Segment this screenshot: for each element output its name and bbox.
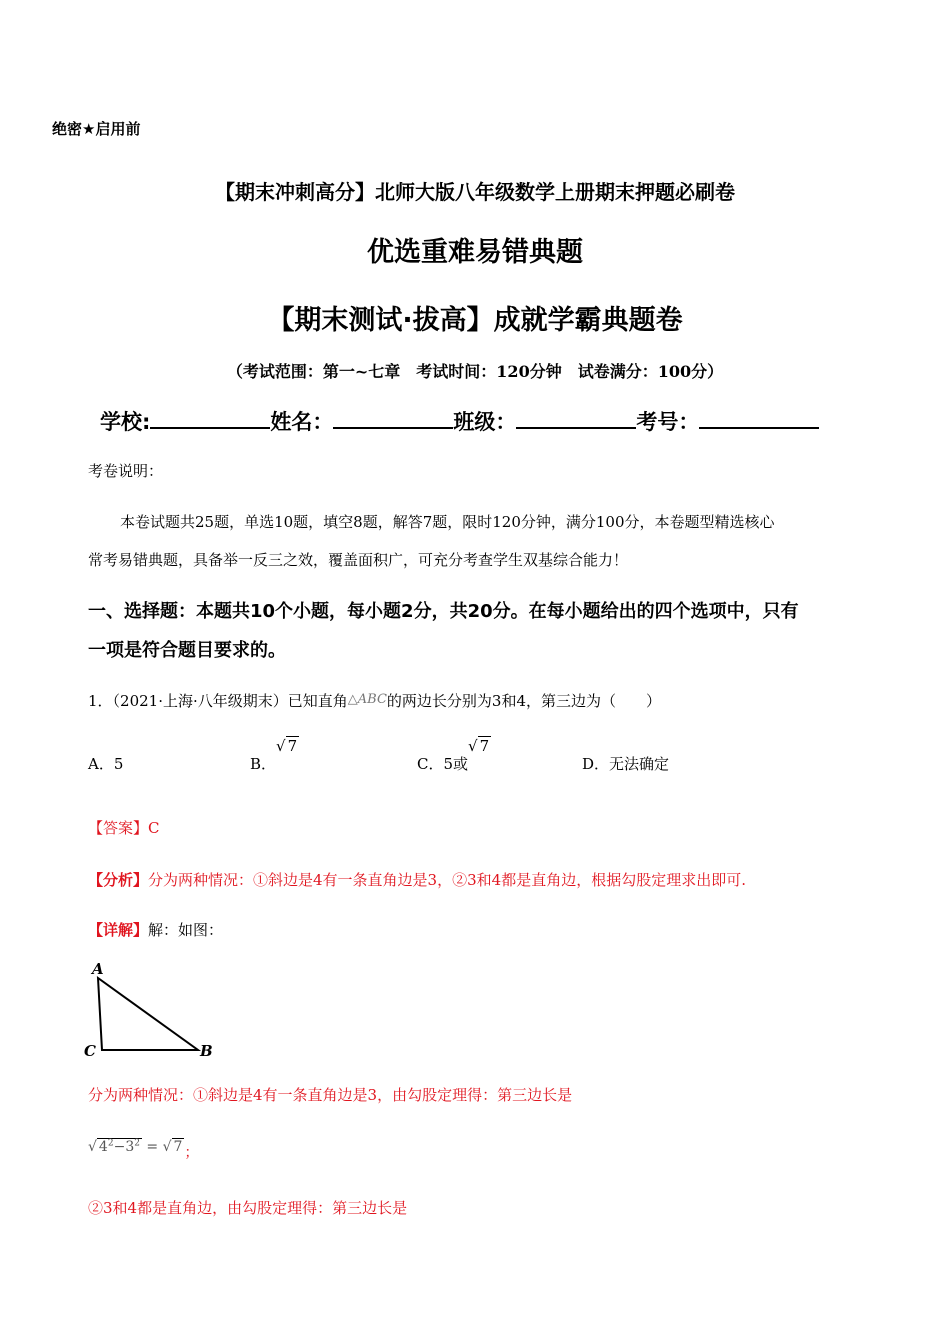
formula-minus: − [113, 1139, 126, 1155]
name-blank[interactable] [333, 405, 453, 429]
analysis-tag: 【分析】 [88, 871, 149, 889]
paper-subtitle: 优选重难易错典题 [367, 237, 583, 268]
option-c[interactable] [417, 737, 491, 774]
section1-heading: 一、选择题：本题共10个小题，每小题2分，共20分。在每小题给出的四个选项中，只有 [88, 601, 799, 622]
triangle-abc: △ABC [347, 692, 387, 707]
sqrt-icon: √ 7 [468, 737, 490, 755]
sqrt-icon: √ 7 [276, 737, 298, 755]
vertex-b-label: B [200, 1042, 213, 1060]
detail-line [88, 919, 223, 940]
question1-stem-end: 的两边长分别为3和4，第三边为（ ） [386, 692, 661, 710]
instructions-label: 考卷说明： [88, 462, 164, 480]
analysis-text: 分为两种情况：①斜边是4有一条直角边是3，②3和4都是直角边，根据勾股定理求出即可. [148, 871, 746, 889]
formula-radicand [97, 1138, 142, 1155]
class-blank[interactable] [516, 405, 636, 429]
section1-heading-cont: 一项是符合题目要求的。 [88, 640, 286, 661]
vertex-a-label: A [92, 960, 104, 978]
number-label: 考号： [636, 410, 700, 434]
case2-text: ②3和4都是直角边，由勾股定理得：第三边长是 [88, 1199, 408, 1217]
name-label: 姓名： [270, 410, 334, 434]
instructions-line2: 常考易错典题，具备举一反三之效，覆盖面积广，可充分考查学生双基综合能力！ [88, 551, 629, 569]
formula-line [88, 1136, 199, 1161]
question1-stem-start: 1．（2021·上海·八年级期末）已知直角 [88, 692, 348, 710]
option-b-radicand: 7 [287, 737, 298, 755]
option-b[interactable] [250, 737, 299, 774]
option-c-radicand: 7 [479, 737, 490, 755]
formula-exp1: 2 [107, 1138, 114, 1149]
case1-text: 分为两种情况：①斜边是4有一条直角边是3，由勾股定理得：第三边长是 [88, 1086, 573, 1104]
analysis-line [88, 869, 746, 890]
school-blank[interactable] [150, 405, 270, 429]
number-blank[interactable] [699, 405, 819, 429]
sqrt-icon: √ $4^2-3^2$ [88, 1138, 140, 1155]
exam-info: （考试范围：第一~七章 考试时间：120分钟 试卷满分：100分） [226, 362, 724, 381]
answer-tag: 【答案】 [88, 819, 149, 837]
instructions-line1: 本卷试题共25题，单选10题，填空8题，解答7题，限时120分钟，满分100分，本卷题型精选核心 [120, 513, 775, 531]
answer-line [88, 817, 160, 838]
student-info-row [100, 405, 819, 436]
formula-base1: 4 [98, 1139, 108, 1155]
option-d[interactable]: D．无法确定 [582, 755, 670, 773]
class-label: 班级： [453, 410, 517, 434]
vertex-c-label: C [84, 1042, 96, 1060]
option-a[interactable]: A．5 [88, 755, 124, 773]
detail-tag: 【详解】 [88, 921, 149, 939]
paper-test-title: 【期末测试·拔高】成就学霸典题卷 [267, 305, 683, 336]
triangle-shape [98, 978, 198, 1050]
option-b-label: B． [250, 755, 277, 773]
formula-result: 7 [173, 1139, 183, 1155]
school-label: 学校: [100, 410, 151, 434]
formula-equals: = [146, 1139, 159, 1155]
answer-value: C [148, 819, 160, 837]
question1-stem [88, 690, 661, 711]
triangle-figure [80, 958, 220, 1063]
formula-exp2: 2 [134, 1138, 140, 1149]
formula-tail: ； [184, 1145, 199, 1161]
sqrt-icon: √ 7 [162, 1139, 183, 1155]
formula-base2: 3 [125, 1139, 135, 1155]
paper-title: 【期末冲刺高分】北师大版八年级数学上册期末押题必刷卷 [215, 180, 735, 204]
secret-label: 绝密★启用前 [52, 120, 141, 138]
detail-text: 解：如图： [148, 921, 224, 939]
option-c-label: C．5或 [417, 755, 469, 773]
